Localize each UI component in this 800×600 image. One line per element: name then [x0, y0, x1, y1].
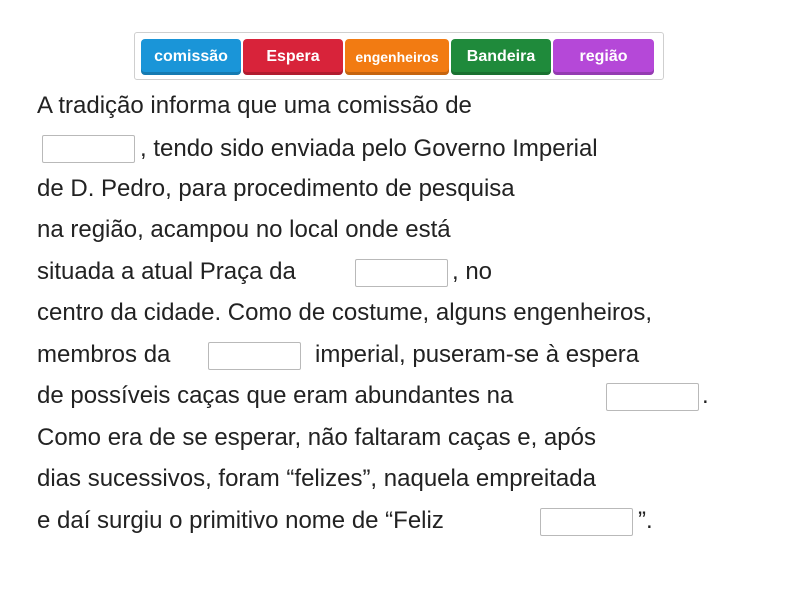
tile-espera[interactable]: Espera	[243, 39, 343, 75]
passage-text: membros da	[37, 341, 171, 368]
passage-text: e daí surgiu o primitivo nome de “Feliz	[37, 507, 444, 534]
passage-text: na região, acampou no local onde está	[37, 216, 451, 243]
drop-blank-2[interactable]	[355, 259, 448, 287]
drop-blank-3[interactable]	[208, 342, 301, 370]
passage-text: , tendo sido enviada pelo Governo Imperial	[140, 135, 598, 162]
passage-text: de D. Pedro, para procedimento de pesquisa	[37, 175, 515, 202]
tile-comissao[interactable]: comissão	[141, 39, 241, 75]
passage-text: A tradição informa que uma comissão de	[37, 92, 472, 119]
tile-bandeira[interactable]: Bandeira	[451, 39, 551, 75]
drop-blank-5[interactable]	[540, 508, 633, 536]
tile-engenheiros[interactable]: engenheiros	[345, 39, 449, 75]
passage-text: .	[702, 382, 709, 409]
passage-text: imperial, puseram-se à espera	[315, 341, 640, 368]
passage-text: situada a atual Praça da	[37, 258, 296, 285]
passage-text: ”.	[638, 507, 653, 534]
passage-text: centro da cidade. Como de costume, alguns engenheiros,	[37, 299, 653, 326]
word-bank	[134, 32, 664, 80]
drop-blank-1[interactable]	[42, 135, 135, 163]
passage-text: de possíveis caças que eram abundantes na	[37, 382, 514, 409]
passage-text: Como era de se esperar, não faltaram caças e, após	[37, 424, 596, 451]
passage-text: , no	[452, 258, 493, 285]
passage-text: dias sucessivos, foram “felizes”, naquela empreitada	[37, 465, 596, 492]
drop-blank-4[interactable]	[606, 383, 699, 411]
tile-regiao[interactable]: região	[553, 39, 654, 75]
